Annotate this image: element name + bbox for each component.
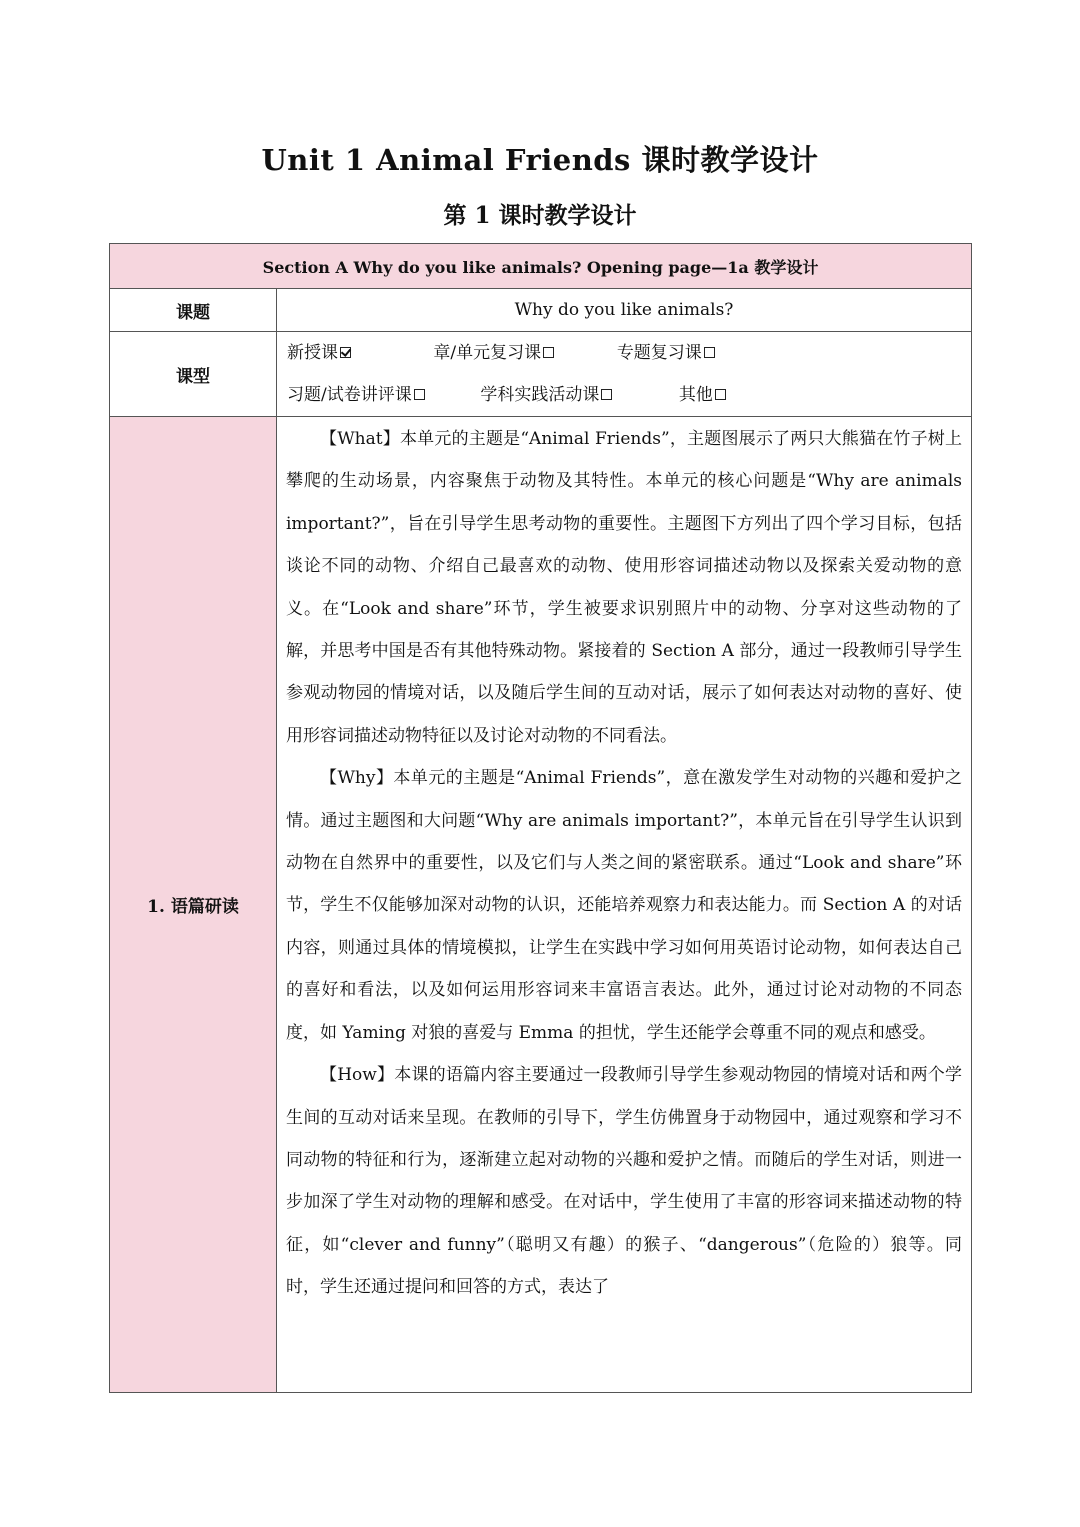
lesson-type-option[interactable]: 专题复习课 xyxy=(617,332,715,374)
paragraph-why: 【Why】本单元的主题是“Animal Friends”，意在激发学生对动物的兴趣和爱护之情。通过主题图和大问题“Why are animals important?”，本单元旨在引导学生认识到动物在自然界中的重要性，以及它们与人类之间的紧密联系。通过“Look and share”环节，学生不仅能够加深对动物的认识，还能培养观察力和表达能力。而 Section A 的对话内容，则通过具体的情境模拟，让学生在实践中学习如何用英语讨论动物，如何表达自己的喜好和看法，以及如何运用形容词来丰富语言表达。此外，通过讨论对动物的不同态度，如 Yaming 对狼的喜爱与 Emma 的担忧，学生还能学会尊重不同的观点和感受。 xyxy=(286,768,962,1043)
checkbox-icon[interactable] xyxy=(543,347,554,358)
paragraph-how: 【How】本课的语篇内容主要通过一段教师引导学生参观动物园的情境对话和两个学生间的互动对话来呈现。在教师的引导下，学生仿佛置身于动物园中，通过观察和学习不同动物的特征和行为，逐渐建立起对动物的兴趣和爱护之情。而随后的学生对话，则进一步加深了学生对动物的理解和感受。在对话中，学生使用了丰富的形容词来描述动物的特征，如“clever and funny”（聪明又有趣）的猴子、“dangerous”（危险的）狼等。同时，学生还通过提问和回答的方式，表达了 xyxy=(286,1065,962,1298)
checkbox-icon[interactable] xyxy=(704,347,715,358)
text-analysis-label: 1. 语篇研读 xyxy=(110,417,277,1393)
lesson-plan-table xyxy=(109,243,972,1393)
lesson-type-label: 课型 xyxy=(110,332,277,417)
topic-value: Why do you like animals? xyxy=(277,289,972,332)
lesson-type-option[interactable]: 章/单元复习课 xyxy=(433,332,611,374)
lesson-type-option[interactable]: 其他 xyxy=(679,374,726,416)
checkbox-checked-icon[interactable] xyxy=(340,347,351,358)
lesson-type-option[interactable]: 新授课 xyxy=(287,332,428,374)
text-analysis-row xyxy=(110,417,972,1393)
topic-label: 课题 xyxy=(110,289,277,332)
topic-row xyxy=(110,289,972,332)
lesson-type-row xyxy=(110,332,972,417)
checkbox-icon[interactable] xyxy=(414,389,425,400)
checkbox-icon[interactable] xyxy=(601,389,612,400)
checkbox-icon[interactable] xyxy=(715,389,726,400)
lesson-type-option[interactable]: 学科实践活动课 xyxy=(480,374,673,416)
document-subtitle: 第 1 课时教学设计 xyxy=(443,202,637,229)
table-header: Section A Why do you like animals? Opening page—1a 教学设计 xyxy=(110,244,972,289)
lesson-type-option[interactable]: 习题/试卷讲评课 xyxy=(287,374,475,416)
paragraph-what: 【What】本单元的主题是“Animal Friends”，主题图展示了两只大熊猫在竹子树上攀爬的生动场景，内容聚焦于动物及其特性。本单元的核心问题是“Why are animals important?”，旨在引导学生思考动物的重要性。主题图下方列出了四个学习目标，包括谈论不同的动物、介绍自己最喜欢的动物、使用形容词描述动物以及探索关爱动物的意义。在“Look and share”环节，学生被要求识别照片中的动物、分享对这些动物的了解，并思考中国是否有其他特殊动物。紧接着的 Section A 部分，通过一段教师引导学生参观动物园的情境对话，以及随后学生间的互动对话，展示了如何表达对动物的喜好、使用形容词描述动物特征以及讨论对动物的不同看法。 xyxy=(286,429,962,746)
lesson-type-options xyxy=(277,332,972,417)
document-title: Unit 1 Animal Friends 课时教学设计 xyxy=(261,143,819,177)
text-analysis-content xyxy=(277,417,972,1393)
